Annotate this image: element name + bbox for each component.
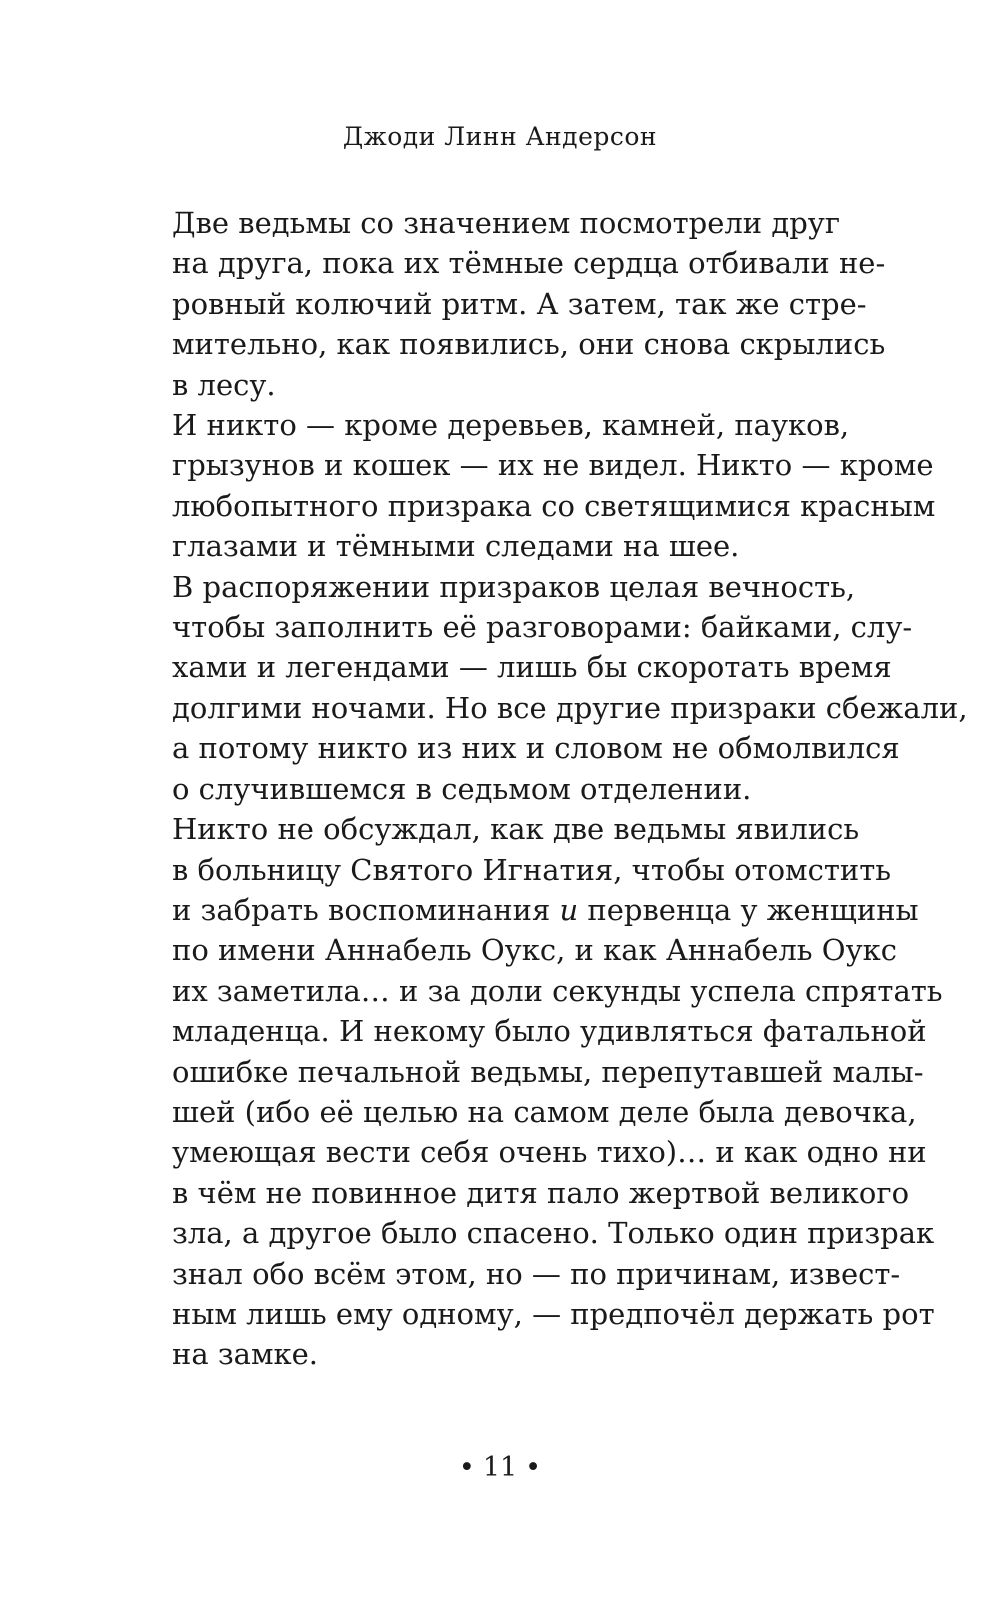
text-line: зла, а другое было спасено. Только один призрак: [172, 1216, 935, 1251]
body-text: [120, 203, 968, 1375]
text-line: грызунов и кошек — их не видел. Никто — кроме: [172, 448, 934, 483]
bullet-left: •: [458, 1452, 475, 1483]
italic-word: и: [559, 892, 579, 927]
paragraph-4: [120, 809, 943, 1375]
text-line: в больницу Святого Игнатия, чтобы отомстить: [172, 852, 892, 887]
text-line: мительно, как появились, они снова скрылись: [172, 327, 886, 362]
text-line: ровный колючий ритм. А затем, так же стре-: [172, 286, 867, 321]
page-footer: [0, 1452, 1000, 1484]
text-line: И никто — кроме деревьев, камней, пауков,: [172, 408, 850, 443]
running-head-author: Джоди Линн Андерсон: [342, 122, 658, 151]
text-line: ным лишь ему одному, — предпочёл держать рот: [172, 1296, 935, 1331]
text-segment: и забрать воспоминания: [172, 892, 560, 927]
text-line: любопытного призрака со светящимися красным: [172, 488, 936, 523]
text-line: долгими ночами. Но все другие призраки сбежали,: [172, 690, 968, 725]
text-line: младенца. И некому было удивляться фатальной: [172, 1014, 927, 1049]
paragraph-1: [120, 203, 886, 405]
text-line: хами и легендами — лишь бы скоротать время: [172, 650, 892, 685]
bullet-right: •: [525, 1452, 542, 1483]
text-line: о случившемся в седьмом отделении.: [172, 771, 752, 806]
text-line: а потому никто из них и словом не обмолвился: [172, 731, 900, 766]
text-line-with-italic: [120, 890, 919, 930]
text-line: Никто не обсуждал, как две ведьмы явились: [172, 812, 860, 847]
text-line: ошибке печальной ведьмы, перепутавшей малы-: [172, 1054, 924, 1089]
text-line: на друга, пока их тёмные сердца отбивали не-: [172, 246, 886, 281]
text-line: умеющая вести себя очень тихо)… и как одно ни: [172, 1135, 927, 1170]
text-line: Две ведьмы со значением посмотрели друг: [172, 206, 841, 240]
text-line: знал обо всём этом, но — по причинам, извест-: [172, 1256, 901, 1291]
text-line: глазами и тёмными следами на шее.: [172, 529, 740, 564]
text-line: по имени Аннабель Оукс, и как Аннабель Оукс: [172, 933, 897, 968]
text-line: чтобы заполнить её разговорами: байками, слу-: [172, 610, 913, 645]
paragraph-3: [120, 567, 968, 809]
text-line: в чём не повинное дитя пало жертвой великого: [172, 1175, 910, 1210]
page-number: 11: [482, 1452, 518, 1483]
text-line: на замке.: [172, 1337, 319, 1372]
text-line: В распоряжении призраков целая вечность,: [172, 569, 856, 604]
text-segment: первенца у женщины: [578, 892, 919, 927]
text-line: их заметила… и за доли секунды успела спрятать: [172, 973, 943, 1008]
text-line: шей (ибо её целью на самом деле была девочка,: [172, 1094, 917, 1129]
paragraph-2: [120, 405, 936, 567]
text-line: в лесу.: [172, 367, 276, 402]
